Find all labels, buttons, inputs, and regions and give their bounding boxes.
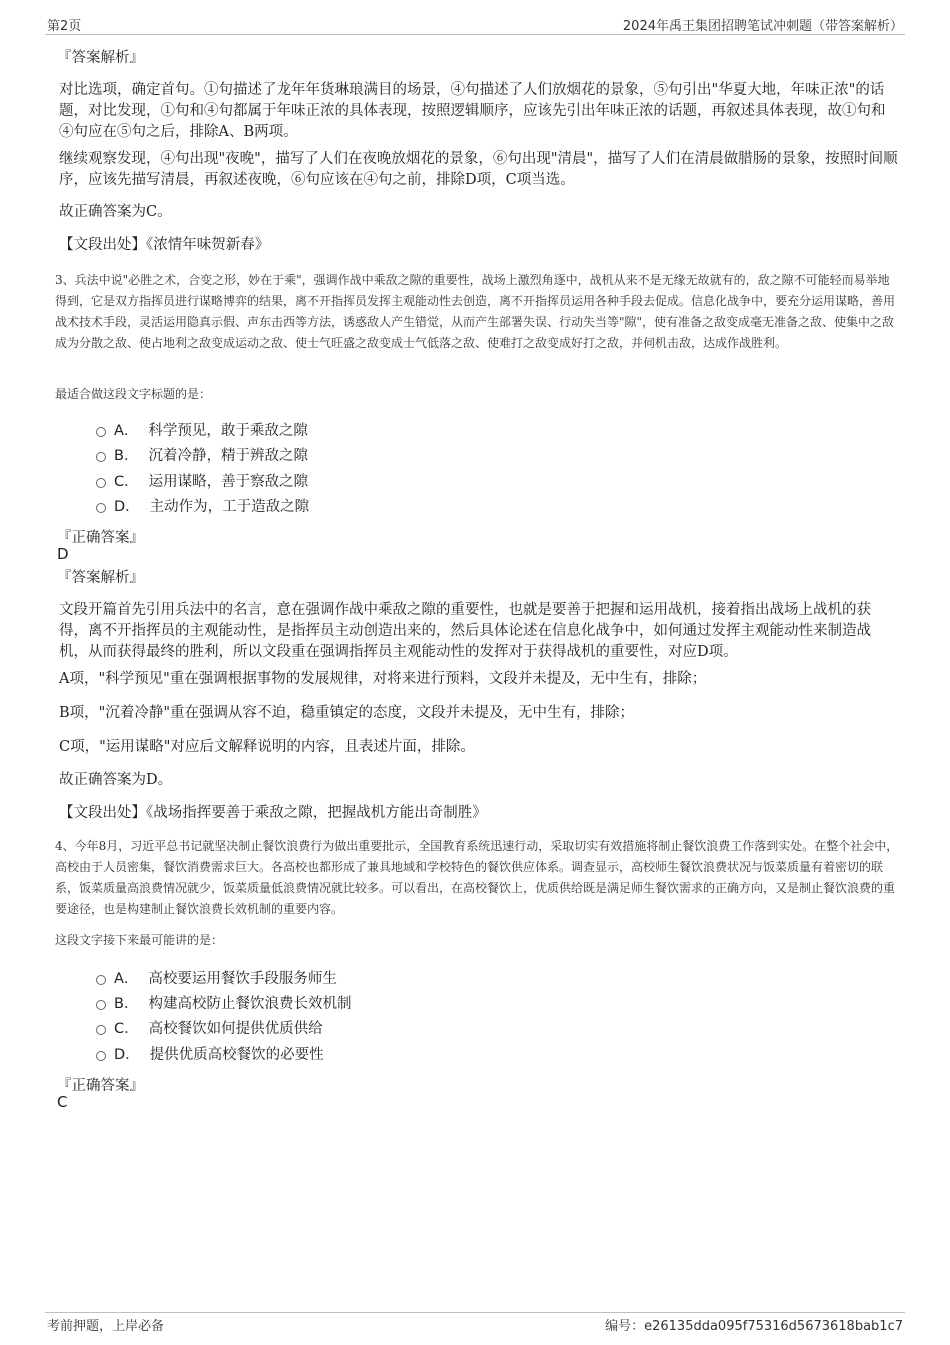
- page-header: [45, 14, 905, 35]
- option-b[interactable]: B． 构建高校防止餐饮浪费长效机制: [96, 994, 351, 1014]
- answer-conclusion: 故正确答案为C。: [59, 204, 172, 220]
- question-passage: 4、今年8月，习近平总书记就坚决制止餐饮浪费行为做出重要批示，全国教育系统迅速行动，采取切实有效措施将制止餐饮浪费工作落到实处。在整个社会中，高校由于人员密集，餐饮消费需求巨大。各高校也都形成了兼具地域和学校特色的餐饮供应体系。调查显示，高校师生餐饮浪费状况与饭菜质量有着密切的联系，饭菜质量高浪费情况就少，饭菜质量低浪费情况就比较多。可以看出，在高校餐饮上，优质供给既是满足师生餐饮需求的正确方向，又是制止餐饮浪费的重要途径，也是构建制止餐饮浪费长效机制的重要内容。: [55, 839, 899, 916]
- correct-answer-tag: 『正确答案』: [57, 530, 144, 546]
- answer-conclusion: 故正确答案为D。: [59, 772, 173, 788]
- document-code: 编号：e26135dda095f75316d5673618bab1c7: [605, 1319, 903, 1334]
- analysis-paragraph: 文段开篇首先引用兵法中的名言，意在强调作战中乘敌之隙的重要性，也就是要善于把握和运用战机，接着指出战场上战机的获得，离不开指挥员的主观能动性，是指挥员主动创造出来的，然后具体论述在信息化战争中，如何通过发挥主观能动性来制造战机，从而获得最终的胜利，所以文段重在强调指挥员主观能动性的发挥对于获得战机的重要性，对应D项。: [59, 602, 871, 660]
- passage-source: 【文段出处】《浓情年味贺新春》: [59, 237, 270, 253]
- radio-icon[interactable]: [96, 975, 106, 985]
- correct-answer: C: [57, 1093, 68, 1111]
- radio-icon[interactable]: [96, 1000, 106, 1010]
- option-c[interactable]: C． 高校餐饮如何提供优质供给: [96, 1019, 323, 1039]
- question-prompt: 最适合做这段文字标题的是：: [55, 387, 212, 401]
- analysis-paragraph: 继续观察发现，④句出现"夜晚"，描写了人们在夜晚放烟花的景象，⑥句出现"清晨"，描写了人们在清晨做腊肠的景象，按照时间顺序，应该先描写清晨，再叙述夜晚，⑥句应该在④句之前，排除D项，C项当选。: [59, 151, 898, 188]
- analysis-tag: 『答案解析』: [57, 50, 144, 66]
- page-footer: [45, 1312, 905, 1334]
- radio-icon[interactable]: [96, 478, 106, 488]
- analysis-paragraph: B项，"沉着冷静"重在强调从容不迫，稳重镇定的态度，文段并未提及，无中生有，排除；: [59, 705, 634, 721]
- analysis-paragraph: 对比选项，确定首句。①句描述了龙年年货琳琅满目的场景，④句描述了人们放烟花的景象，⑤句引出"华夏大地，年味正浓"的话题，对比发现，①句和④句都属于年味正浓的具体表现，按照逻辑顺序，应该先引出年味正浓的话题，再叙述具体表现，故①句和④句应在⑤句之后，排除A、B两项。: [59, 82, 886, 140]
- document-title: 2024年禹王集团招聘笔试冲刺题（带答案解析）: [622, 19, 903, 34]
- option-c[interactable]: C． 运用谋略，善于察敌之隙: [96, 472, 308, 492]
- footer-slogan: 考前押题，上岸必备: [47, 1319, 165, 1334]
- option-a[interactable]: A． 高校要运用餐饮手段服务师生: [96, 969, 337, 989]
- correct-answer-tag: 『正确答案』: [57, 1078, 144, 1094]
- option-b[interactable]: B． 沉着冷静，精于辨敌之隙: [96, 446, 308, 466]
- passage-source: 【文段出处】《战场指挥要善于乘敌之隙，把握战机方能出奇制胜》: [59, 805, 487, 821]
- radio-icon[interactable]: [96, 452, 106, 462]
- analysis-paragraph: C项，"运用谋略"对应后文解释说明的内容，且表述片面，排除。: [59, 739, 475, 755]
- radio-icon[interactable]: [96, 1051, 106, 1061]
- page-number: 第2页: [47, 19, 82, 34]
- question-passage: 3、兵法中说"必胜之术，合变之形，妙在于乘"，强调作战中乘敌之隙的重要性，战场上激烈角逐中，战机从来不是无缘无故就有的，敌之隙不可能轻而易举地得到，它是双方指挥员进行谋略博弈的结果，离不开指挥员发挥主观能动性去创造，离不开指挥员运用各种手段去促成。信息化战争中，要充分运用谋略，善用战术技术手段，灵活运用隐真示假、声东击西等方法，诱惑敌人产生错觉，从而产生部署失误、行动失当等"隙"，使有准备之敌变成毫无准备之敌、使集中之敌成为分散之敌、使占地利之敌变成运动之敌、使士气旺盛之敌变成士气低落之敌、使难打之敌变成好打之敌，并伺机击敌，达成作战胜利。: [55, 273, 896, 350]
- option-d[interactable]: D． 主动作为，工于造敌之隙: [96, 497, 309, 517]
- question-prompt: 这段文字接下来最可能讲的是：: [55, 933, 224, 947]
- analysis-paragraph: A项，"科学预见"重在强调根据事物的发展规律，对将来进行预料，文段并未提及，无中生有，排除；: [59, 671, 707, 687]
- correct-answer: D: [57, 545, 69, 563]
- radio-icon[interactable]: [96, 1025, 106, 1035]
- radio-icon[interactable]: [96, 503, 106, 513]
- radio-icon[interactable]: [96, 427, 106, 437]
- analysis-tag: 『答案解析』: [57, 570, 144, 586]
- option-d[interactable]: D． 提供优质高校餐饮的必要性: [96, 1045, 324, 1065]
- option-a[interactable]: A． 科学预见，敢于乘敌之隙: [96, 421, 308, 441]
